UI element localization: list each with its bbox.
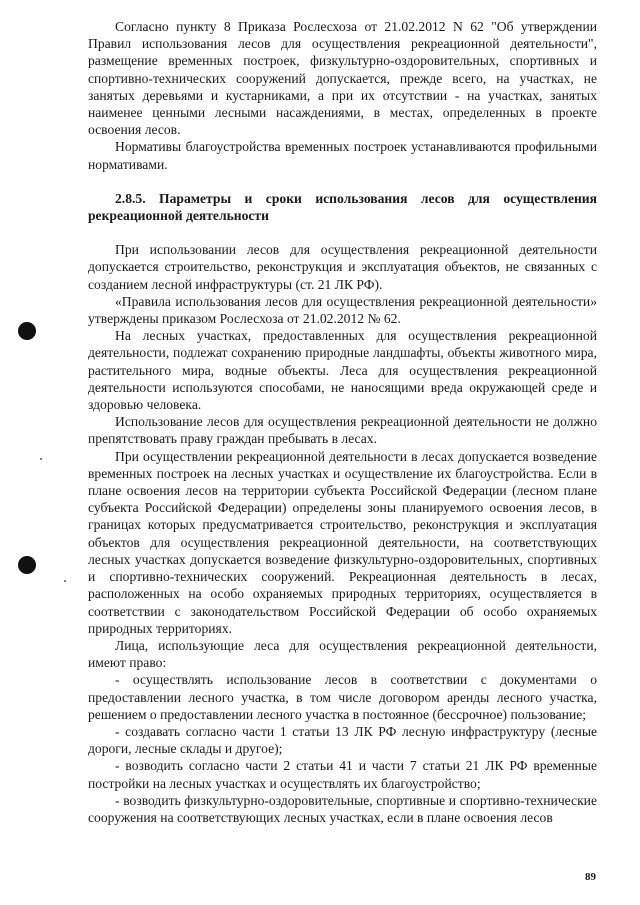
paragraph: При осуществлении рекреационной деятельности в лесах допускается возведение временных построек на лесных участках и осуществление их благоустройства. Если в плане освоения лесов на территории субъекта Российской Федерации (лесном плане субъекта Российской Федерации) определены зоны планируемого освоения лесов, в границах которых предусматривается строительство, реконструкция и эксплуатация объектов для осуществления рекреационной деятельности, на соответствующих лесных участках допускается возведение физкультурно-оздоровительных, спортивных и спортивно-технических сооружений. Рекреационная деятельность в лесах, расположенных на особо охраняемых природных территориях, осуществляется в соответствии с законодательством Российской Федерации об особо охраняемых природных территориях.	[88, 448, 597, 636]
section-heading: 2.8.5. Параметры и сроки использования лесов для осуществления рекреационной деятельности	[88, 190, 597, 224]
paragraph: Использование лесов для осуществления рекреационной деятельности не должно препятствовать праву граждан пребывать в лесах.	[88, 414, 597, 447]
document-body	[88, 18, 597, 826]
page-number: 89	[585, 871, 596, 883]
paragraph: Нормативы благоустройства временных построек устанавливаются профильными нормативами.	[88, 139, 597, 172]
list-item: - возводить физкультурно-оздоровительные, спортивные и спортивно-технические сооружения на соответствующих лесных участках, если в плане освоения лесов	[88, 792, 597, 825]
paragraph: Лица, использующие леса для осуществления рекреационной деятельности, имеют право:	[88, 637, 597, 671]
paragraph: Согласно пункту 8 Приказа Рослесхоза от 21.02.2012 N 62 "Об утверждении Правил использования лесов для осуществления рекреационной деятельности", размещение временных построек, физкультурно-оздоровительных, спортивных и спортивно-технических сооружений допускается, прежде всего, на участках, не занятых деревьями и кустарниками, а при их отсутствии - на участках, занятых наименее ценными лесными насаждениями, в местах, определенных в проекте освоения лесов.	[88, 19, 597, 138]
list-item: - возводить согласно части 2 статьи 41 и части 7 статьи 21 ЛК РФ временные постройки на лесных участках и осуществлять их благоустройство;	[88, 758, 597, 791]
hole-punch-mark	[18, 322, 36, 340]
scan-speck	[40, 458, 42, 460]
hole-punch-mark	[18, 556, 36, 574]
paragraph: При использовании лесов для осуществления рекреационной деятельности допускается строительство, реконструкция и эксплуатация объектов, не связанных с созданием лесной инфраструктуры (ст. 21 ЛК РФ).	[88, 242, 597, 292]
paragraph: На лесных участках, предоставленных для осуществления рекреационной деятельности, подлежат сохранению природные ландшафты, объекты животного мира, растительного мира, водные объекты. Леса для осуществления рекреационной деятельности используются способами, не наносящими вреда окружающей среде и здоровью человека.	[88, 328, 597, 413]
list-item: - создавать согласно части 1 статьи 13 ЛК РФ лесную инфраструктуру (лесные дороги, лесные склады и другое);	[88, 723, 597, 757]
paragraph: «Правила использования лесов для осуществления рекреационной деятельности» утверждены приказом Рослесхоза от 21.02.2012 № 62.	[88, 293, 597, 327]
scan-speck	[64, 580, 66, 582]
list-item: - осуществлять использование лесов в соответствии с документами о предоставлении лесного участка, в том числе договором аренды лесного участка, решением о предоставлении лесного участка в постоянное (бессрочное) пользование;	[88, 672, 597, 722]
